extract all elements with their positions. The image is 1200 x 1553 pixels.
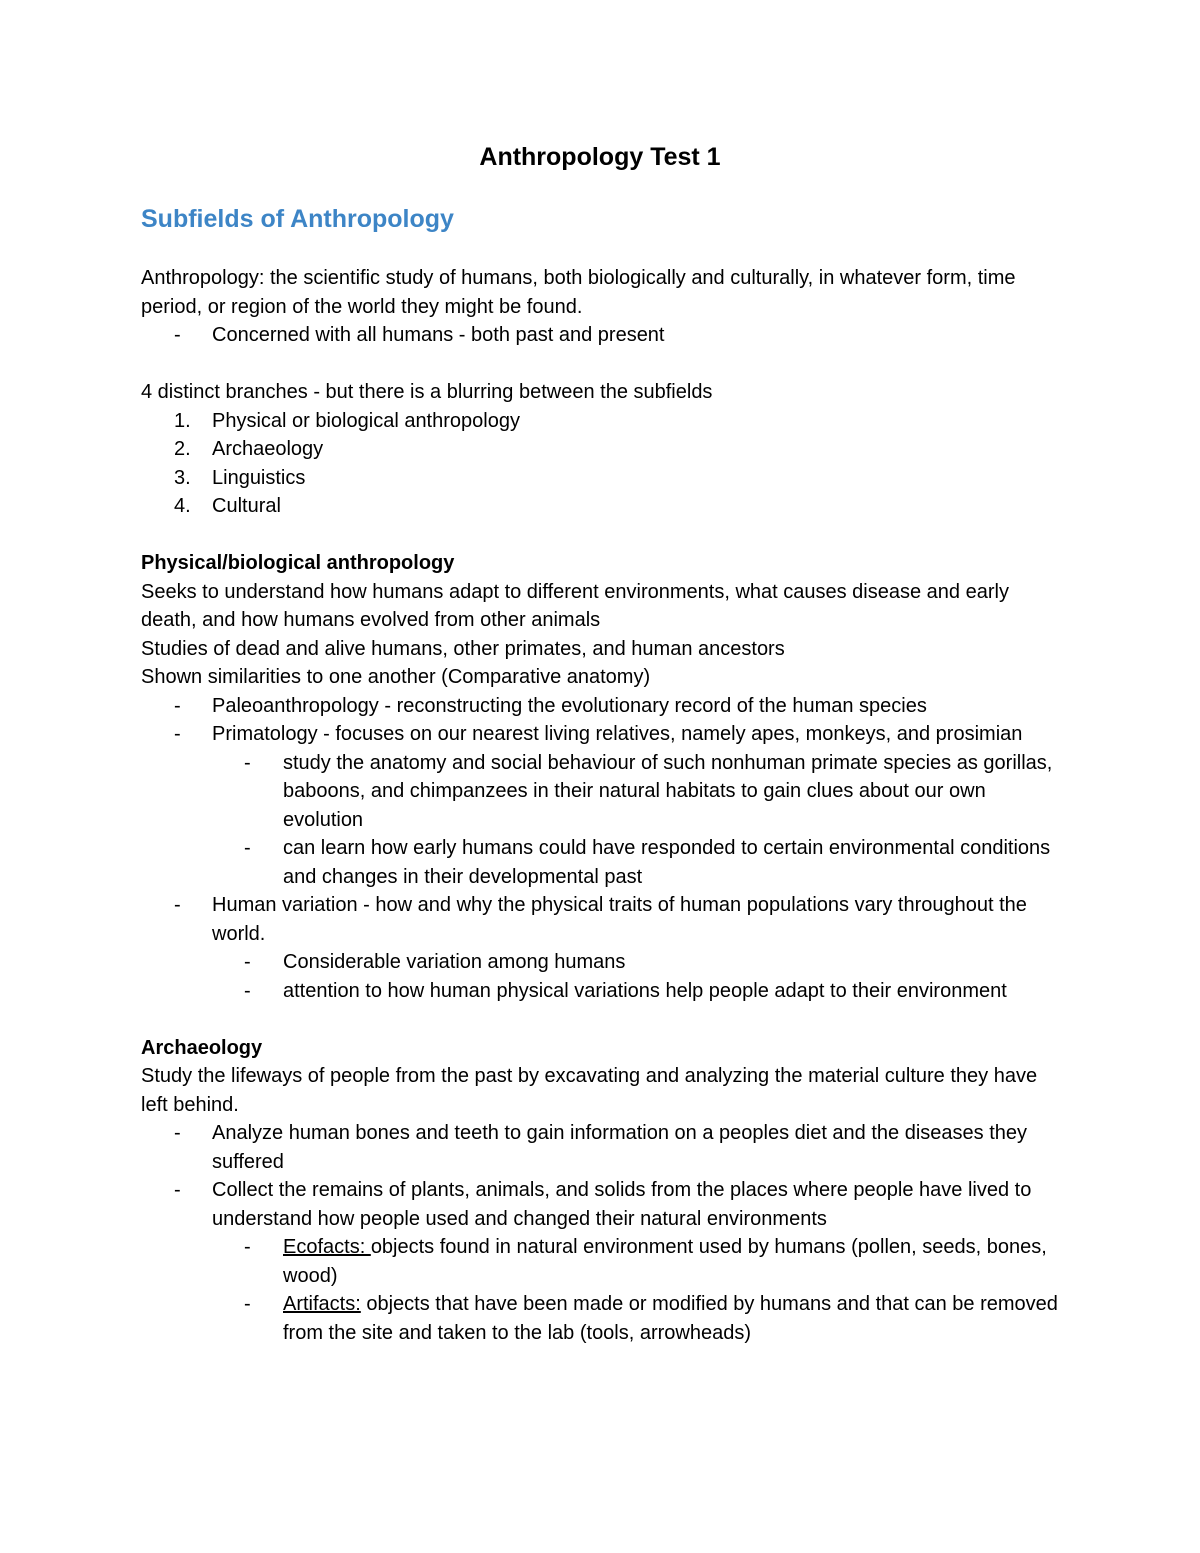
intro-bullets (141, 321, 1066, 350)
list-item: - attention to how human physical variations help people adapt to their environment (244, 979, 1007, 1002)
list-item: - Ecofacts: objects found in natural environment used by humans (pollen, seeds, bones, wood) (244, 1236, 1047, 1287)
archaeology-heading: Archaeology (141, 1036, 263, 1059)
list-item: - Human variation - how and why the physical traits of human populations vary throughout the world. (174, 894, 1027, 945)
section-heading-subfields: Subfields of Anthropology (141, 205, 454, 233)
branches-intro: 4 distinct branches - but there is a blurring between the subfields (141, 381, 713, 403)
physical-line-2: Studies of dead and alive humans, other primates, and human ancestors (141, 637, 785, 660)
primatology-sub-bullets (141, 749, 1066, 892)
list-item: - Concerned with all humans - both past and present (141, 321, 1066, 350)
branches-list (141, 407, 1066, 521)
list-item: - Analyze human bones and teeth to gain information on a peoples diet and the diseases they suffered (174, 1122, 1028, 1173)
physical-line-3: Shown similarities to one another (Comparative anatomy) (141, 666, 651, 688)
list-item: - Primatology - focuses on our nearest living relatives, namely apes, monkeys, and prosimian (174, 723, 1023, 745)
list-item: 3. Linguistics (174, 466, 306, 489)
document-title: Anthropology Test 1 (479, 143, 721, 171)
ecofacts-term: Ecofacts: (283, 1236, 371, 1258)
list-item: 1. Physical or biological anthropology (174, 409, 520, 432)
variation-bullets (141, 891, 1066, 948)
dash-marker: - (174, 324, 181, 346)
physical-bullets (141, 692, 1066, 749)
variation-sub-bullets (141, 948, 1066, 1005)
anthropology-definition: Anthropology: the scientific study of humans, both biologically and culturally, in whatever form, time period, or region of the world they might be found. (141, 267, 1016, 318)
list-item: - study the anatomy and social behaviour of such nonhuman primate species as gorillas, baboons, and chimpanzees in their natural habitats to gain clues about our own evolution (244, 751, 1053, 831)
archaeology-bullets (141, 1119, 1066, 1233)
list-item: 4. Cultural (174, 495, 281, 517)
artifacts-term: Artifacts: (283, 1293, 361, 1315)
archaeology-line-1: Study the lifeways of people from the past by excavating and analyzing the material culture they have left behind. (141, 1065, 1038, 1116)
physical-line-1: Seeks to understand how humans adapt to different environments, what causes disease and early death, and how humans evolved from other animals (141, 580, 1009, 631)
list-item: - Collect the remains of plants, animals, and solids from the places where people have lived to understand how people used and changed their natural environments (174, 1179, 1032, 1230)
list-item: - Paleoanthropology - reconstructing the evolutionary record of the human species (174, 694, 927, 717)
list-item: - can learn how early humans could have responded to certain environmental conditions and changes in their developmental past (244, 837, 1051, 888)
document-body (141, 264, 1066, 1347)
list-item: - Artifacts: objects that have been made or modified by humans and that can be removed from the site and taken to the lab (tools, arrowheads) (244, 1293, 1058, 1344)
list-item: 2. Archaeology (174, 438, 324, 460)
physical-heading: Physical/biological anthropology (141, 552, 455, 574)
remains-sub-bullets (141, 1233, 1066, 1347)
list-item: - Considerable variation among humans (244, 951, 626, 973)
